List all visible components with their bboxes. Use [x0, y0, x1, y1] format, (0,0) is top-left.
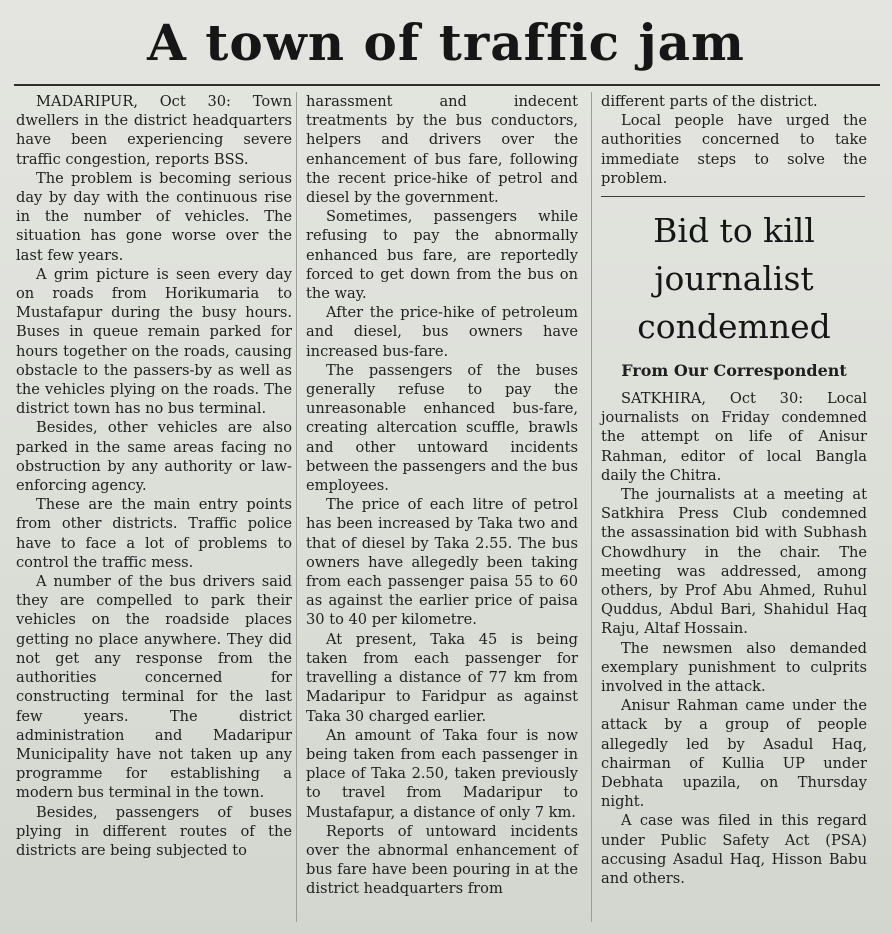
article-paragraph: Reports of untoward incidents over the abnormal enhancement of bus fare have been pouring in at the district headquarters from — [306, 822, 578, 898]
headline-rule — [14, 84, 880, 86]
article-paragraph: After the price-hike of petroleum and diesel, bus owners have increased bus-fare. — [306, 304, 578, 360]
article-paragraph: Local people have urged the authorities concerned to take immediate steps to solve the problem. — [601, 112, 867, 187]
article-column-2 — [306, 92, 578, 899]
article-paragraph: A case was filed in this regard under Public Safety Act (PSA) accusing Asadul Haq, Hisson Babu and others. — [601, 812, 867, 888]
article-paragraph: These are the main entry points from other districts. Traffic police have to face a lot of problems to control the traffic mess. — [16, 496, 292, 571]
article-paragraph: SATKHIRA, Oct 30: Local journalists on Friday condemned the attempt on life of Anisur Rahman, editor of local Bangla daily the Chitra. — [601, 390, 867, 484]
byline: From Our Correspondent — [621, 361, 847, 381]
column-divider — [591, 92, 592, 922]
article-paragraph: The passengers of the buses generally refuse to pay the unreasonable enhanced bus-fare, creating altercation scuffle, brawls and other untoward incidents between the passengers and the bus employees. — [306, 361, 578, 495]
article-paragraph: harassment and indecent treatments by the bus conductors, helpers and drivers over the enhancement of bus fare, following the recent price-hike of petrol and diesel by the government. — [306, 93, 578, 207]
column-divider — [296, 92, 297, 922]
article-paragraph: A grim picture is seen every day on roads from Horikumaria to Mustafapur during the busy hours. Buses in queue remain parked for hours together on the roads, causing obstacle to the passers-by as well as the vehicles plying on the roads. The district town has no bus terminal. — [16, 265, 292, 418]
article-paragraph: Anisur Rahman came under the attack by a group of people allegedly led by Asadul Haq, chairman of Kullia UP under Debhata upazila, on Thursday night. — [601, 697, 867, 811]
article-paragraph: The newsmen also demanded exemplary punishment to culprits involved in the attack. — [601, 639, 867, 696]
article-paragraph: Sometimes, passengers while refusing to pay the abnormally enhanced bus fare, are reportedly forced to get down from the bus on the way. — [306, 208, 578, 303]
article-paragraph: The journalists at a meeting at Satkhira Press Club condemned the assassination bid with Subhash Chowdhury in the chair. The meeting was addressed, among others, by Prof Abu Ahmed, Ruhul Quddus, Abdul Bari, Shahidul Haq Raju, Altaf Hossain. — [601, 486, 867, 638]
article-paragraph: Besides, other vehicles are also parked in the same areas facing no obstruction by any authority or law-enforcing agency. — [16, 419, 292, 495]
article-continuation — [601, 92, 867, 188]
article-paragraph: Besides, passengers of buses plying in different routes of the districts are being subjected to — [16, 803, 292, 859]
second-headline: Bid to kill journalist condemned — [637, 211, 831, 347]
article-paragraph: The problem is becoming serious day by day with the continuous rise in the number of vehicles. The situation has gone worse over the last few years. — [16, 169, 292, 264]
main-headline: A town of traffic jam — [147, 13, 745, 72]
article-paragraph: The price of each litre of petrol has been increased by Taka two and that of diesel by Taka 2.55. The bus owners have allegedly been taking from each passenger paisa 55 to 60 as against the earlier price of paisa 30 to 40 per kilometre. — [306, 496, 578, 629]
article-paragraph: MADARIPUR, Oct 30: Town dwellers in the district headquarters have been experiencing severe traffic congestion, reports BSS. — [16, 93, 292, 168]
article-column-3 — [601, 92, 867, 888]
article-paragraph: At present, Taka 45 is being taken from each passenger for travelling a distance of 77 km from Madaripur to Faridpur as against Taka 30 charged earlier. — [306, 630, 578, 725]
article-paragraph: A number of the bus drivers said they are compelled to park their vehicles on the roadside places getting no place anywhere. They did not get any response from the authorities concerned for constructing terminal for the last few years. The district administration and Madaripur Municipality have not taken up any programme for establishing a modern bus terminal in the town. — [16, 573, 292, 802]
article-column-1 — [16, 92, 292, 860]
article-paragraph: different parts of the district. — [601, 93, 818, 110]
article-paragraph: An amount of Taka four is now being taken from each passenger in place of Taka 2.50, taken previously to travel from Madaripur to Mustafapur, a distance of only 7 km. — [306, 726, 578, 821]
article-separator — [601, 196, 865, 197]
